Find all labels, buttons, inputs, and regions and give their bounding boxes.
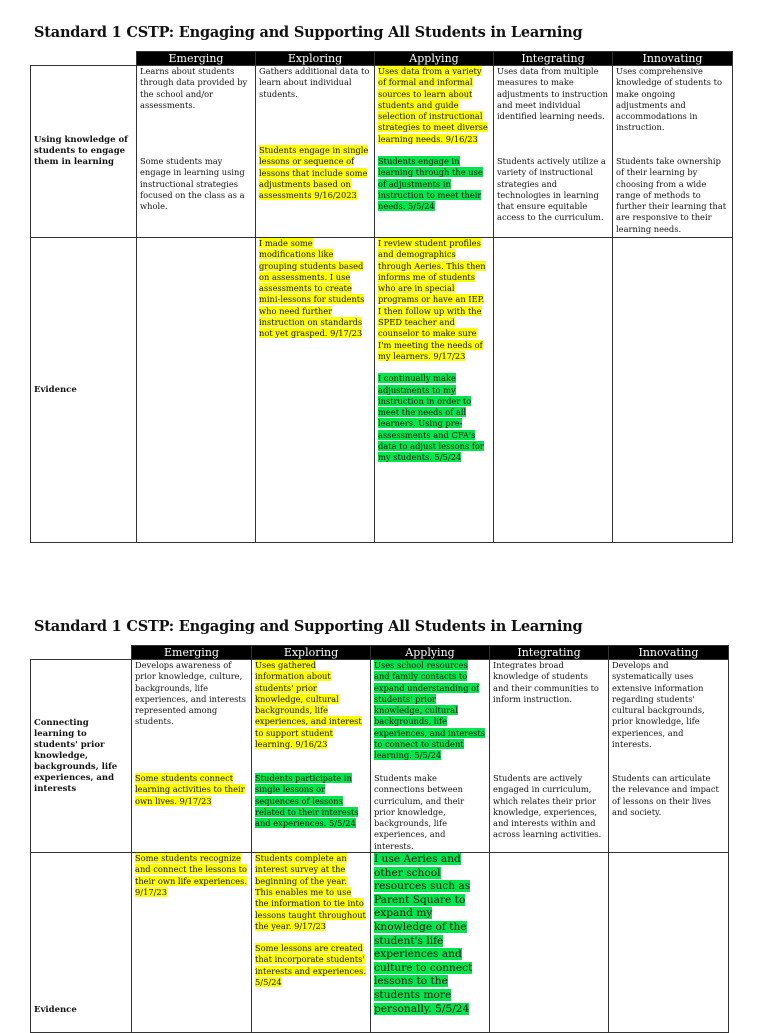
evidence-exploring	[252, 853, 371, 1033]
header-emerging: Emerging	[132, 646, 252, 660]
header-applying: Applying	[371, 646, 490, 660]
student-descriptor: Students engage in learning through the use of adjustments in instruction to meet their needs. 5/5/24	[378, 156, 483, 212]
header-exploring: Exploring	[256, 52, 375, 66]
student-descriptor: Students participate in single lessons or sequences of lessons related to their interests and experiences. 5/5/24	[255, 773, 359, 829]
cell-innovating	[609, 660, 729, 853]
evidence-text: I use Aeries and other school resources such as Parent Square to expand my knowledge of the student's life experiences and culture to connect lessons to the students more personally. 5/5/24	[374, 853, 473, 1015]
evidence-text: Some students recognize and connect the lessons to their own life experiences. 9/17/23	[135, 853, 247, 897]
cell-emerging	[137, 66, 256, 238]
section2-rubric-table	[30, 645, 729, 1033]
student-descriptor: Some students connect learning activities to their own lives. 9/17/23	[135, 773, 245, 806]
evidence-innovating	[609, 853, 729, 1033]
evidence-label: Evidence	[31, 238, 137, 543]
cell-exploring	[256, 66, 375, 238]
cell-integrating	[494, 66, 613, 238]
section2-title: Standard 1 CSTP: Engaging and Supporting All Students in Learning	[34, 618, 583, 635]
descriptor: Uses school resources and family contacts to expand understanding of students' prior knowledge, cultural backgrounds, life experiences, and interests to connect to student learning. 5/5/24	[374, 660, 485, 761]
header-blank	[31, 646, 132, 660]
student-descriptor: Students make connections between curriculum, and their prior knowledge, backgrounds, life experiences, and interests.	[374, 773, 465, 851]
header-integrating: Integrating	[494, 52, 613, 66]
row-label: Connecting learning to students' prior knowledge, backgrounds, life experiences, and interests	[31, 660, 132, 853]
cell-exploring	[252, 660, 371, 853]
evidence-integrating	[494, 238, 613, 543]
evidence-text: I review student profiles and demographics through Aeries. This then informs me of students who are in special programs or have an IEP. I then follow up with the SPED teacher and counselor to make sure I'm meeting the needs of my learners. 9/17/23	[378, 238, 486, 361]
header-applying: Applying	[375, 52, 494, 66]
cell-applying	[371, 660, 490, 853]
evidence-text: Some lessons are created that incorporate students' interests and experiences. 5/5/24	[255, 943, 366, 988]
evidence-label: Evidence	[31, 853, 132, 1033]
cell-emerging	[132, 660, 252, 853]
header-blank	[31, 52, 137, 66]
descriptor: Integrates broad knowledge of students and their communities to inform instruction.	[493, 660, 599, 704]
evidence-applying	[371, 853, 490, 1033]
evidence-exploring	[256, 238, 375, 543]
evidence-text: I continually make adjustments to my instruction in order to meet the needs of all learners. Using pre-assessments and CFA's data to adjust lessons for my students. 5/5/24	[378, 373, 484, 463]
descriptor: Uses gathered information about students' prior knowledge, cultural backgrounds, life experiences, and interest to support student learning. 9/16/23	[255, 660, 362, 750]
evidence-emerging	[137, 238, 256, 543]
descriptor: Uses comprehensive knowledge of students to make ongoing adjustments and accommodations in instruction.	[616, 66, 722, 133]
student-descriptor: Students take ownership of their learning by choosing from a wide range of methods to further their learning that are responsive to their learning needs.	[616, 156, 727, 234]
student-descriptor: Students engage in single lessons or sequence of lessons that include some adjustments based on assessments 9/16/2023	[259, 145, 369, 201]
descriptor: Uses data from multiple measures to make adjustments to instruction and meet individual identified learning needs.	[497, 66, 608, 122]
student-descriptor: Some students may engage in learning using instructional strategies focused on the class as a whole.	[140, 156, 245, 212]
header-innovating: Innovating	[613, 52, 733, 66]
descriptor: Develops awareness of prior knowledge, culture, backgrounds, life experiences, and interests represented among students.	[135, 660, 246, 727]
evidence-applying	[375, 238, 494, 543]
cell-integrating	[490, 660, 609, 853]
header-exploring: Exploring	[252, 646, 371, 660]
student-descriptor: Students are actively engaged in curriculum, which relates their prior knowledge, experiences, and interests within and across learning activities.	[493, 773, 602, 840]
evidence-emerging	[132, 853, 252, 1033]
cell-innovating	[613, 66, 733, 238]
row-label: Using knowledge of students to engage them in learning	[31, 66, 137, 238]
descriptor: Learns about students through data provided by the school and/or assessments.	[140, 66, 248, 110]
header-innovating: Innovating	[609, 646, 729, 660]
evidence-innovating	[613, 238, 733, 543]
section1-rubric-table	[30, 51, 733, 543]
evidence-text: I made some modifications like grouping students based on assessments. I use assessments to create mini-lessons for students who need further instruction on standards not yet grasped. 9/17/23	[259, 238, 365, 339]
evidence-integrating	[490, 853, 609, 1033]
descriptor: Develops and systematically uses extensive information regarding students' cultural backgrounds, prior knowledge, life experiences, and interests.	[612, 660, 705, 750]
student-descriptor: Students can articulate the relevance and impact of lessons on their lives and society.	[612, 773, 719, 817]
evidence-text: Students complete an interest survey at the beginning of the year. This enables me to use the information to tie into lessons taught throughout the year. 9/17/23	[255, 853, 366, 931]
cell-applying	[375, 66, 494, 238]
section1-title: Standard 1 CSTP: Engaging and Supporting All Students in Learning	[34, 24, 583, 41]
student-descriptor: Students actively utilize a variety of instructional strategies and technologies in learning that ensure equitable access to the curriculum.	[497, 156, 606, 223]
header-emerging: Emerging	[137, 52, 256, 66]
header-integrating: Integrating	[490, 646, 609, 660]
descriptor: Uses data from a variety of formal and informal sources to learn about students and guide selection of instructional strategies to meet diverse learning needs. 9/16/23	[378, 66, 488, 144]
descriptor: Gathers additional data to learn about individual students.	[259, 66, 370, 99]
